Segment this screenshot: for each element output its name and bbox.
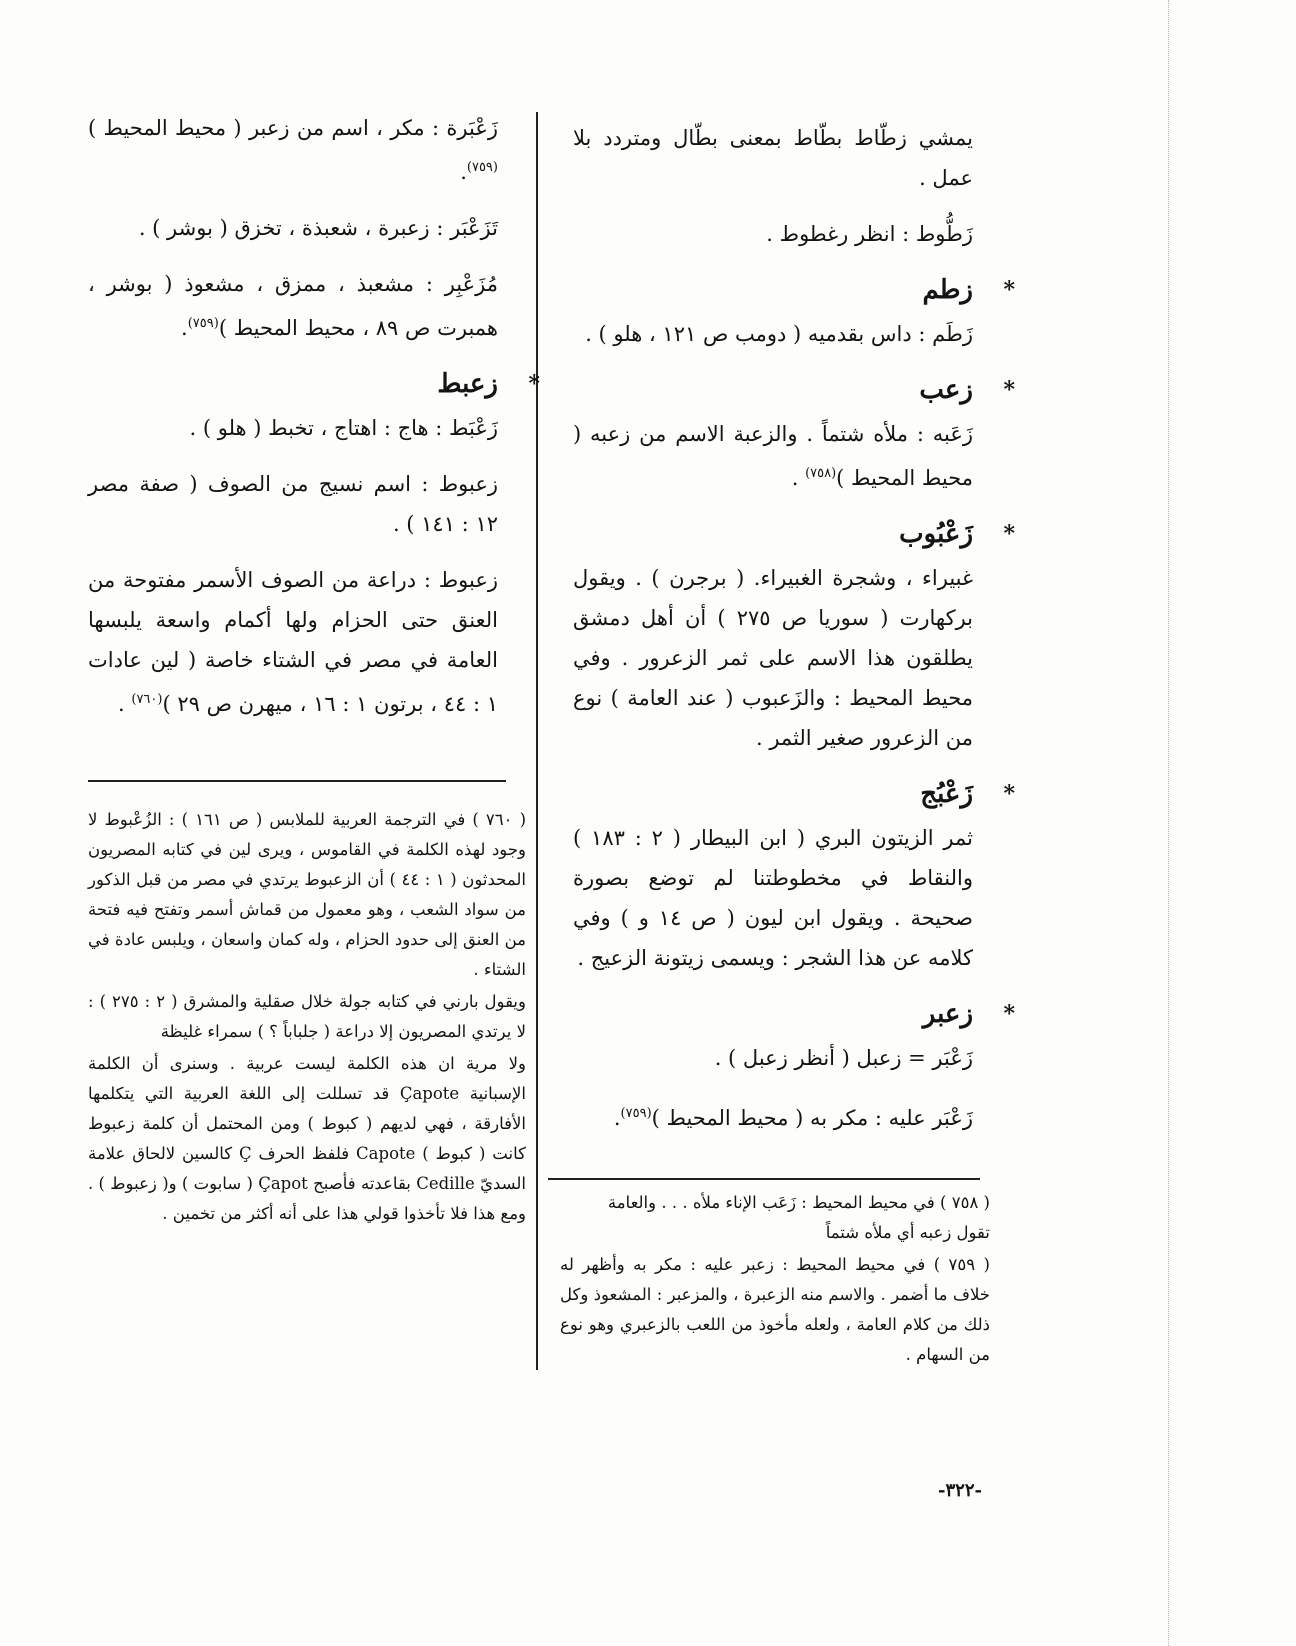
footnote-760-cont: ولا مرية ان هذه الكلمة ليست عربية . وسنرى أن الكلمة الإسبانية Çapote قد تسللت إلى اللغة العربية التي يتكلمها الأفارقة ، فهي لديهم ( كبوط ) ومن المحتمل أن كلمة زعبوط كانت ( كبوط ) Capote فلفظ الحرف Ç كالسين لالحاق علامة السديّ Cedille بقاعدته فأصبح Çapot ( سابوت ) و( زعبوط ) . ومع هذا فلا تأخذوا قولي هذا على أنه أكثر من تخمين . — [88, 1054, 526, 1223]
entry-text: غبيراء ، وشجرة الغبيراء. ( برجرن ) . ويقول بركهارت ( سوريا ص ٢٧٥ ) أن أهل دمشق يطلقون هذا الاسم على ثمر الزعرور . وفي محيط المحيط : والزَعبوب ( عند العامة ) نوع من الزعرور صغير الثمر . — [573, 566, 973, 750]
asterisk-icon: * — [1003, 521, 1015, 547]
asterisk-icon: * — [1003, 781, 1015, 807]
page-number: -٣٢٢- — [938, 1480, 982, 1501]
asterisk-icon: * — [1003, 377, 1015, 403]
text-line: زَطُّوط : انظر رغطوط . — [766, 222, 973, 246]
entry-head: زعبط — [437, 369, 498, 399]
text-line: يمشي زطّاط بطّاط بمعنى بطّال ومتردد بلا عمل . — [573, 126, 973, 190]
entry-text: زَعْبَر = زعبل ( أنظر زعبل ) . — [714, 1046, 973, 1070]
footnote-ref: (٧٥٩) — [187, 316, 219, 331]
footnote-rule-left — [88, 780, 506, 782]
footnote-rule-right — [548, 1178, 980, 1180]
footnotes-right — [560, 1188, 990, 1372]
entry-text: زعبوط : اسم نسيج من الصوف ( صفة مصر ١٢ : ١٤١ ) . — [88, 472, 498, 536]
entry-body: مُزَعْبِر : مشعبذ ، ممزق ، مشعوذ ( بوشر ، همبرت ص ٨٩ ، محيط المحيط ) — [88, 272, 498, 340]
entry-text — [573, 1094, 973, 1138]
footnote-line: ( ٧٥٨ ) في محيط المحيط : زَعَب الإناء ملأه . . . والعامة — [607, 1193, 990, 1212]
entry-heading-zabij — [573, 774, 1015, 814]
column-divider — [536, 112, 538, 1370]
footnote-line: تقول زعبه أي ملأه شتماً — [825, 1223, 990, 1242]
entry-body: زَعَبه : ملأه شتماً . والزعبة الاسم من زعبه ( محيط المحيط ) — [573, 422, 973, 490]
right-column — [573, 118, 1015, 1154]
entry-body: زعبوط : دراعة من الصوف الأسمر مفتوحة من العنق حتى الحزام ولها أكمام واسعة يلبسها العامة في مصر في الشتاء خاصة ( لين عادات ١ : ٤٤ ، برتون ١ : ١٦ ، ميهرن ص ٢٩ ) — [88, 568, 498, 716]
footnote-ref: (٧٥٨) — [805, 466, 837, 481]
entry-text: زَطَم : داس بقدميه ( دومب ص ١٢١ ، هلو ) . — [585, 322, 973, 346]
entry-head: زعبر — [922, 999, 973, 1029]
entry-tail: . — [181, 316, 188, 340]
entry-tail: . — [613, 1106, 621, 1130]
entry-tail: . — [118, 692, 132, 716]
entry-tail: . — [460, 160, 467, 184]
entry-body: زَعْبَر عليه : مكر به ( محيط المحيط ) — [651, 1106, 973, 1130]
entry-heading-zaab — [573, 370, 1015, 410]
entry-heading-zatm — [573, 270, 1015, 310]
asterisk-icon: * — [528, 371, 540, 397]
footnote-ref: (٧٥٩) — [466, 160, 498, 175]
footnote-760: ( ٧٦٠ ) في الترجمة العربية للملابس ( ص ١٦١ ) : الزُعْبوط لا وجود لهذه الكلمة في القاموس ، ويرى لين في كتابه المصريون المحدثون ( ١ : ٤٤ ) أن الزعبوط يرتدي في مصر من قبل الذكور من سواد الشعب ، وهو معمول من قماش أسمر وتفتح فيه فتحة من العنق إلى حدود الحزام ، وله كمان واسعان ، ويلبس عادة في الشتاء . — [88, 810, 527, 979]
entry-text — [88, 108, 498, 192]
footnote-ref: (٧٦٠) — [131, 692, 163, 707]
entry-body: زَعْبَرة : مكر ، اسم من زعبر ( محيط المحيط ) — [88, 116, 498, 140]
entry-heading-zaboub — [573, 514, 1015, 554]
footnotes-left — [88, 805, 526, 1231]
entry-head: زعب — [919, 375, 973, 405]
page-edge — [1168, 0, 1169, 1646]
entry-text — [573, 414, 973, 498]
footnote-ref: (٧٥٩) — [620, 1106, 652, 1121]
entry-text: ثمر الزيتون البري ( ابن البيطار ( ٢ : ١٨٣ ) والنقاط في مخطوطتنا لم توضع بصورة صحيحة . ويقول ابن ليون ( ص ١٤ و ) وفي كلامه عن هذا الشجر : ويسمى زيتونة الزعيج . — [573, 826, 973, 970]
footnote-759: ( ٧٥٩ ) في محيط المحيط : زعبر عليه : مكر به وأظهر له خلاف ما أضمر . والاسم منه الزعبرة ، والمزعبر : المشعوذ وكل ذلك من كلام العامة ، ولعله مأخوذ من اللعب بالزعبري وهو نوع من السهام . — [560, 1255, 990, 1364]
entry-head: زَعْبُج — [920, 779, 973, 809]
asterisk-icon: * — [1003, 1001, 1015, 1027]
entry-text: تَزَعْبَر : زعبرة ، شعبذة ، تخزق ( بوشر ) . — [138, 216, 498, 240]
asterisk-icon: * — [1003, 277, 1015, 303]
entry-text: زَعْبَط : هاج : اهتاج ، تخبط ( هلو ) . — [189, 416, 498, 440]
entry-text — [88, 560, 498, 724]
entry-text — [88, 264, 498, 348]
left-column — [88, 108, 540, 740]
footnote-758 — [560, 1188, 990, 1248]
entry-heading-zabt — [88, 364, 540, 404]
footnote-760-cont: ويقول بارني في كتابه جولة خلال صقلية والمشرق ( ٢ : ٢٧٥ ) : لا يرتدي المصريون إلا دراعة ( جلباباً ؟ ) سمراء غليظة — [88, 992, 526, 1041]
entry-head: زطم — [922, 275, 973, 305]
entry-heading-zabr — [573, 994, 1015, 1034]
entry-head: زَعْبُوب — [899, 519, 973, 549]
entry-tail: . — [791, 466, 806, 490]
